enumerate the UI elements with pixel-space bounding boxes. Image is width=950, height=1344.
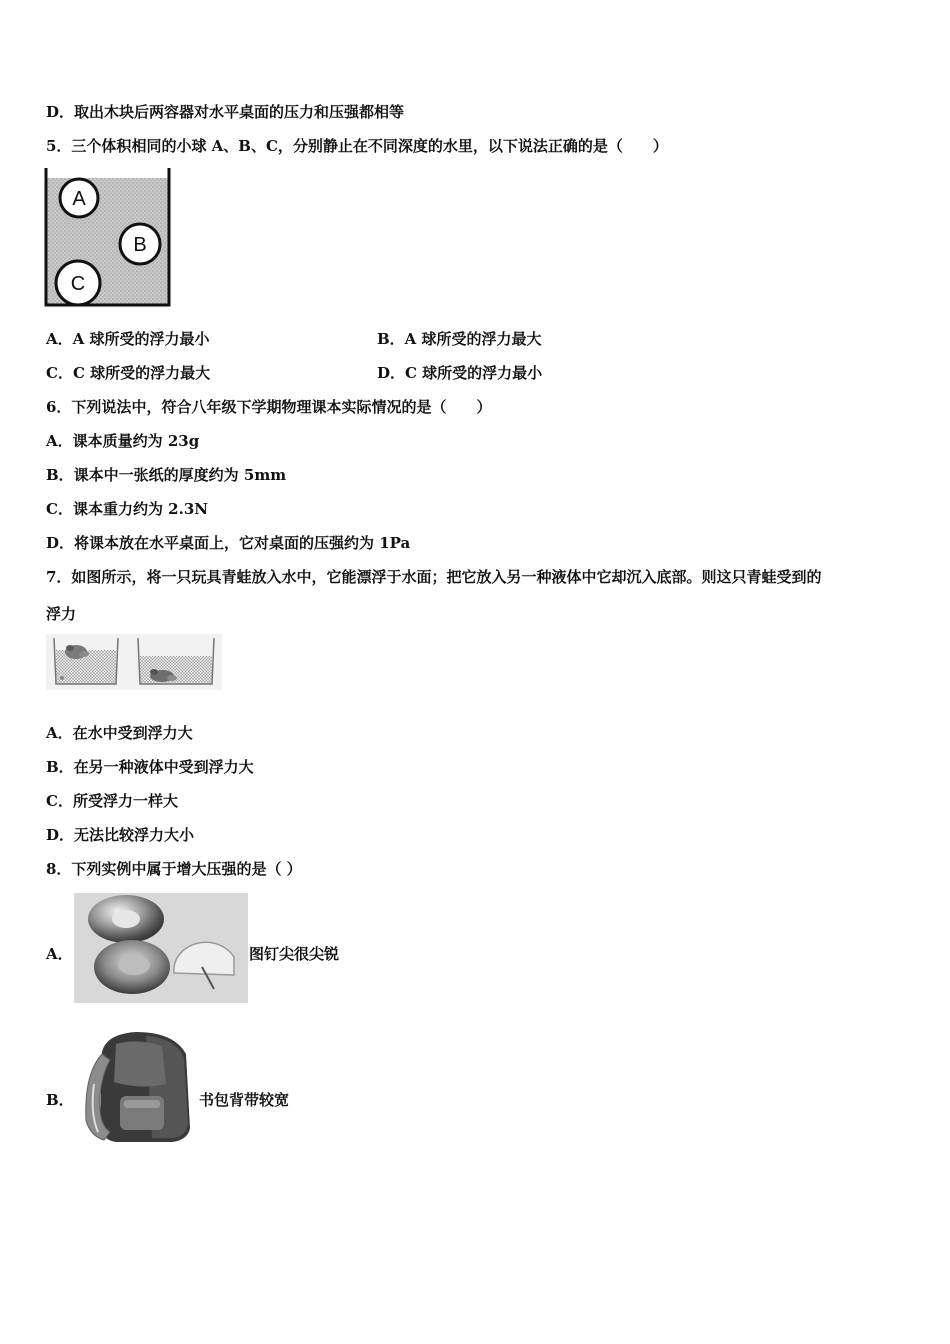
- ball-c: [56, 261, 100, 305]
- q7-frog-figure: [46, 634, 222, 690]
- ball-a: [60, 179, 98, 217]
- q7-option-a: A．在水中受到浮力大: [46, 724, 193, 742]
- backpack-photo: [76, 1024, 196, 1148]
- ball-c-label: C: [70, 273, 86, 295]
- q6-option-b: B．课本中一张纸的厚度约为 5mm: [46, 466, 287, 484]
- q5-option-a: A．A 球所受的浮力最小: [46, 330, 210, 348]
- q8-option-b-text: 书包背带较宽: [199, 1091, 290, 1109]
- q5-container-figure: [44, 166, 172, 308]
- backpack-flap: [114, 1041, 166, 1086]
- q7-stem-line2: 浮力: [46, 605, 77, 623]
- q6-option-a: A．课本质量约为 23g: [46, 432, 200, 450]
- q6-option-d: D．将课本放在水平桌面上，它对桌面的压强约为 1Pa: [46, 534, 411, 552]
- q6-stem: 6．下列说法中，符合八年级下学期物理课本实际情况的是（ ）: [46, 398, 492, 416]
- q7-option-d: D．无法比较浮力大小: [46, 826, 195, 844]
- q6-option-c: C．课本重力约为 2.3N: [46, 500, 208, 518]
- q5-option-c: C．C 球所受的浮力最大: [46, 364, 211, 382]
- q8-option-b-letter: B．: [46, 1091, 74, 1109]
- q8-stem: 8．下列实例中属于增大压强的是（ ）: [46, 860, 302, 878]
- q5-stem: 5．三个体积相同的小球 A、B、C，分别静止在不同深度的水里，以下说法正确的是（ ）: [46, 137, 668, 155]
- q7-stem-line1: 7．如图所示，将一只玩具青蛙放入水中，它能漂浮于水面；把它放入另一种液体中它却沉入底部。则这只青蛙受到的: [46, 568, 822, 586]
- q5-option-b: B．A 球所受的浮力最大: [377, 330, 542, 348]
- q8-option-a-letter: A．: [46, 945, 73, 963]
- ball-b-label: B: [133, 234, 147, 256]
- q4-option-d: D．取出木块后两容器对水平桌面的压力和压强都相等: [46, 103, 405, 121]
- thumbtack-photo: [74, 893, 248, 1003]
- ball-a-label: A: [72, 188, 86, 210]
- ball-b: [120, 224, 160, 264]
- q7-option-b: B．在另一种液体中受到浮力大: [46, 758, 254, 776]
- q8-option-a-text: 图钉尖很尖锐: [249, 945, 340, 963]
- q7-option-c: C．所受浮力一样大: [46, 792, 178, 810]
- q5-option-d: D．C 球所受的浮力最小: [377, 364, 543, 382]
